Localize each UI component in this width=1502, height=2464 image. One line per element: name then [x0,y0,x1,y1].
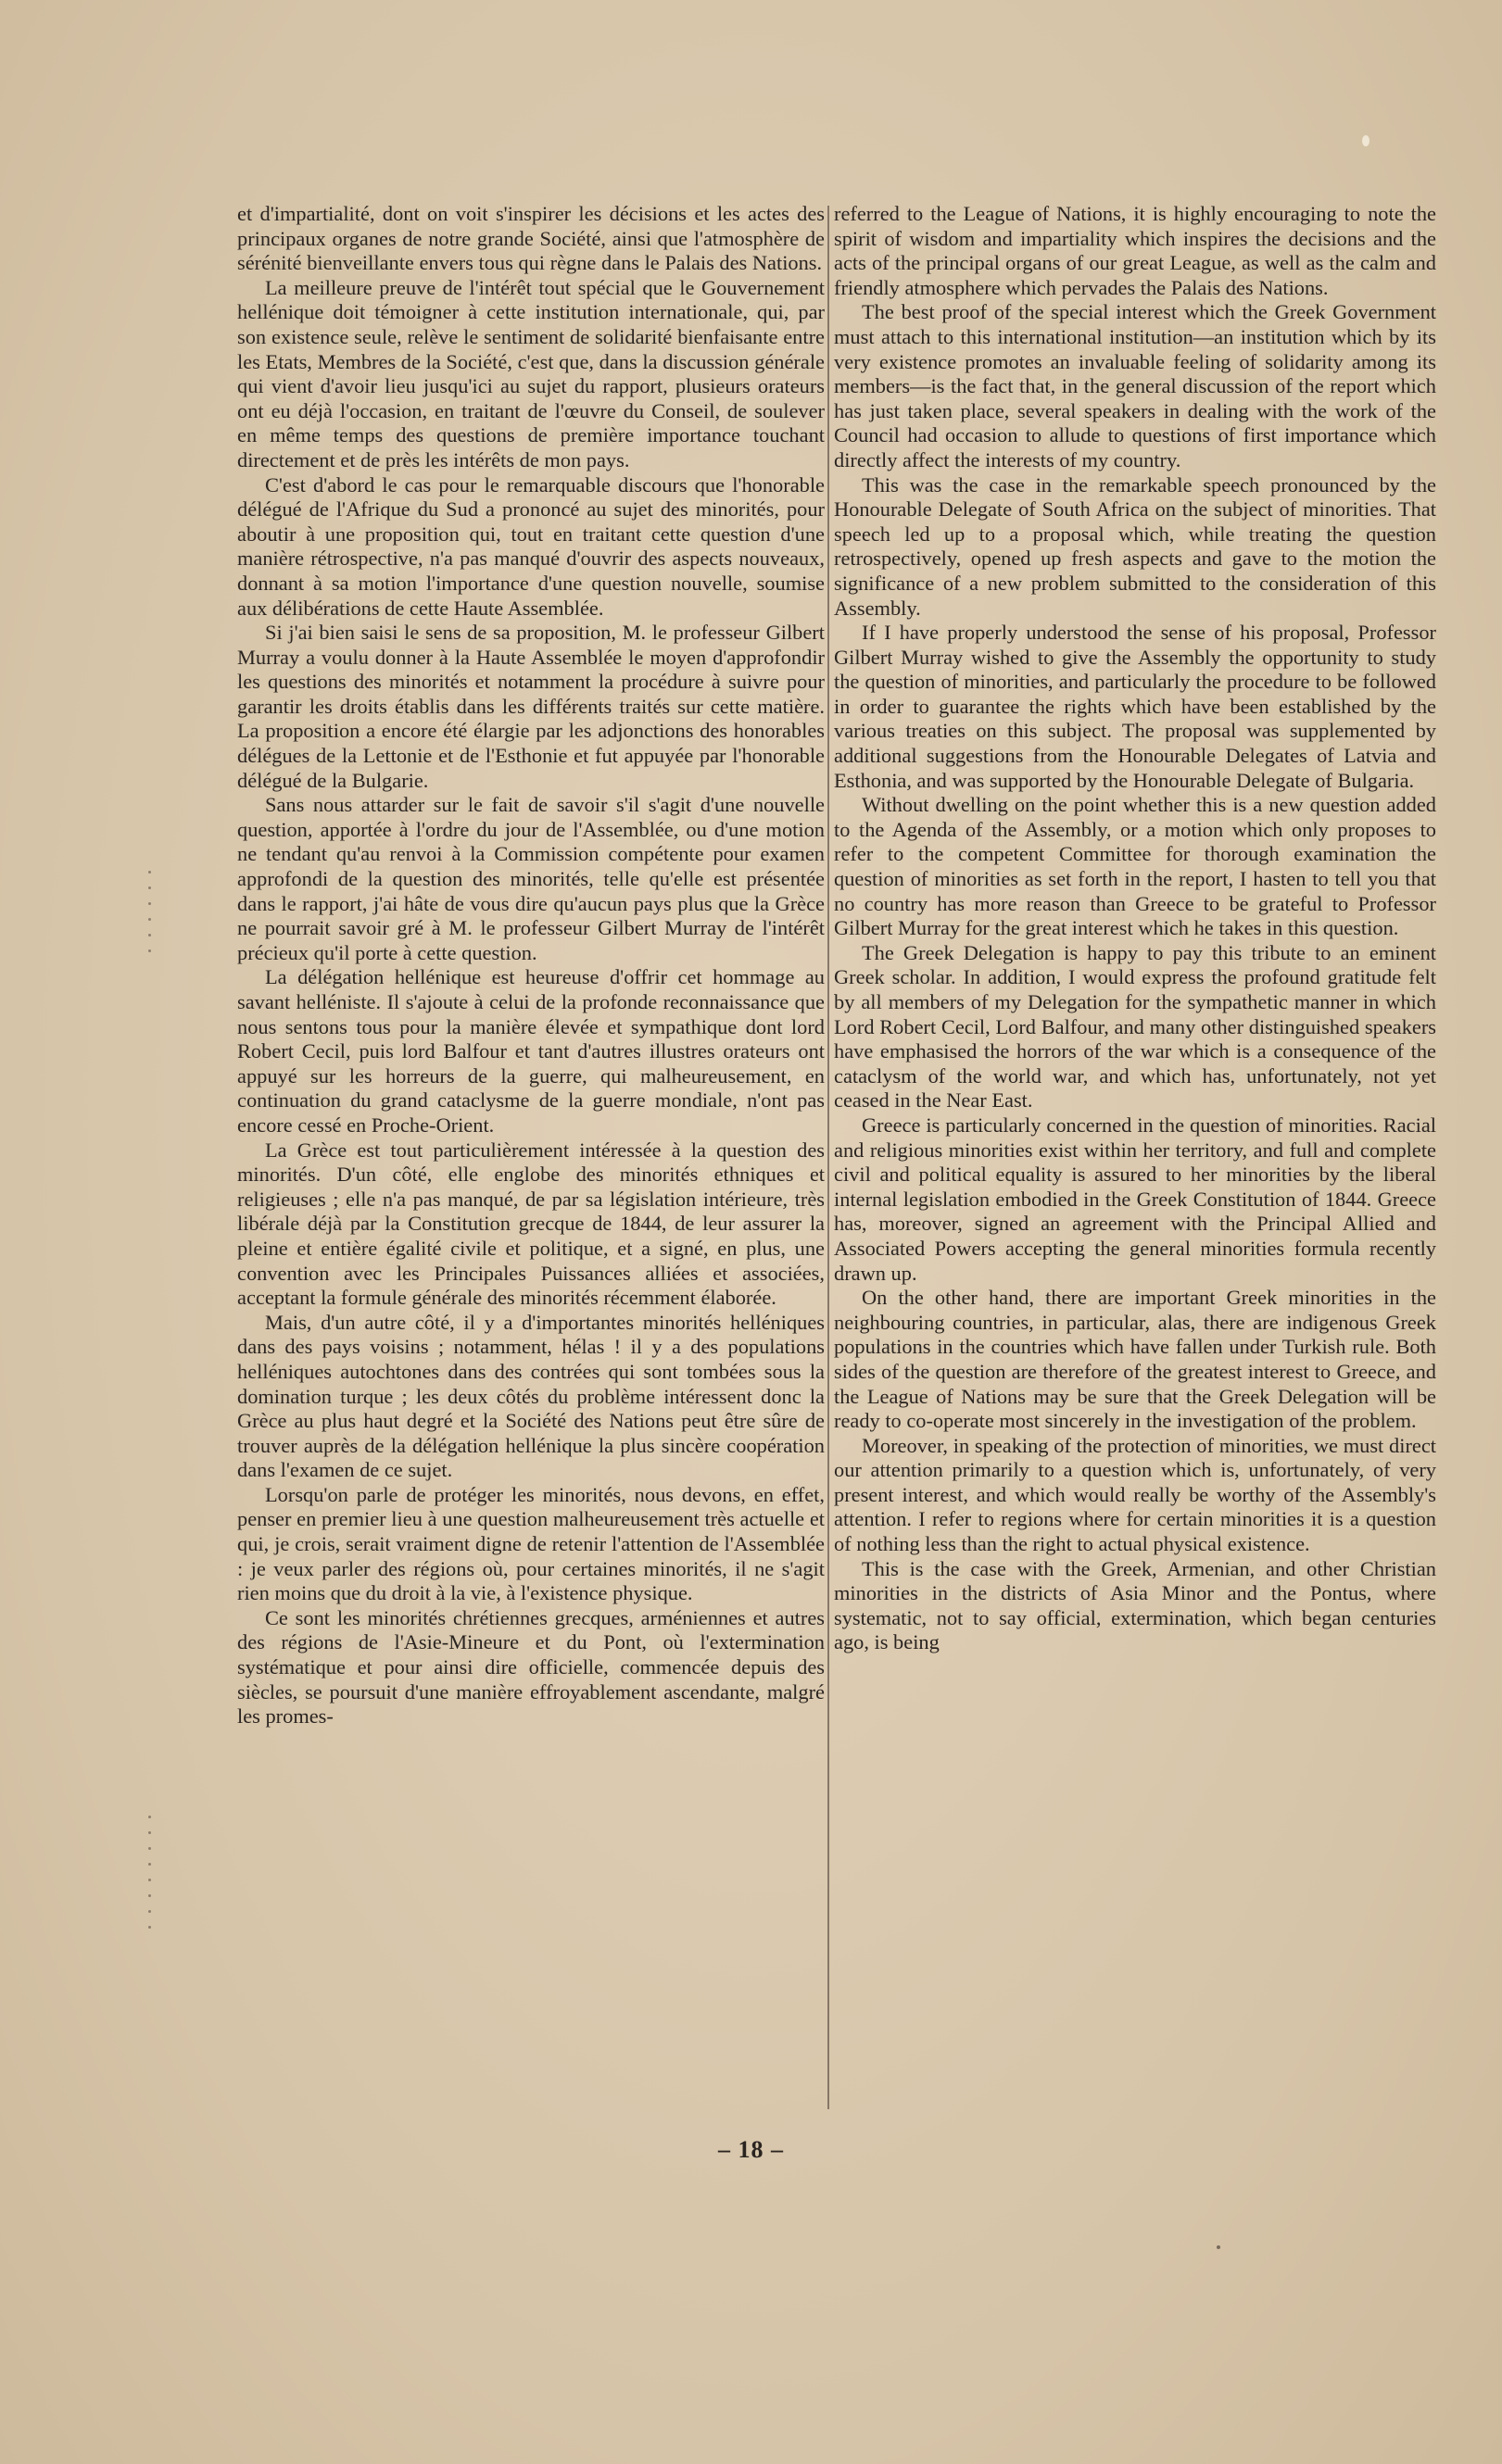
paragraph-fr-1: et d'impartialité, dont on voit s'inspirer les décisions et les actes des principaux organes de notre grande Société, ainsi que l'atmosphère de sérénité bienveillante envers tous qui règne dans le Palais des Nations. [237,202,825,275]
paragraph-en-4: If I have properly understood the sense of his proposal, Professor Gilbert Murray wished to give the Assembly the opportunity to study the question of minorities, and particularly the procedure to be followed in order to guarantee the rights which have been established by the various treaties on this subject. The proposal was supplemented by additional suggestions from the Honourable Delegates of Latvia and Esthonia, and was supported by the Honourable Delegate of Bulgaria. [834,621,1436,792]
french-column [237,202,825,1729]
paragraph-fr-8: Mais, d'un autre côté, il y a d'importantes minorités helléniques dans des pays voisins ; notamment, hélas ! il y a des populations helléniques autochtones dans des contrées qui sont tombées sous la domination turque ; les deux côtés du problème intéressent donc la Grèce au plus haut degré et la Société des Nations peut être sûre de trouver auprès de la délégation hellénique la plus sincère coopération dans l'examen de ce sujet. [237,1310,825,1482]
paragraph-en-9: Moreover, in speaking of the protection of minorities, we must direct our attention primarily to a question which is, unfortunately, of very present interest, and which would really be worthy of the Assembly's attention. I refer to regions where for certain minorities it is a question of nothing less than the right to actual physical existence. [834,1433,1436,1556]
paragraph-fr-9: Lorsqu'on parle de protéger les minorités, nous devons, en effet, penser en premier lieu à une question malheureusement très actuelle et qui, je crois, serait vraiment digne de retenir l'attention de l'Assemblée : je veux parler des régions où, pour certaines minorités, il ne s'agit rien moins que du droit à la vie, à l'existence physique. [237,1482,825,1605]
paragraph-en-3: This was the case in the remarkable speech pronounced by the Honourable Delegate of South Africa on the subject of minorities. That speech led up to a proposal which, while treating the question retrospectively, opened up fresh aspects and gave to the motion the significance of a new problem submitted to the consideration of this Assembly. [834,472,1436,620]
english-column [834,202,1436,1655]
paragraph-en-6: The Greek Delegation is happy to pay this tribute to an eminent Greek scholar. In addition, I would express the profound gratitude felt by all members of my Delegation for the sympathetic manner in which Lord Robert Cecil, Lord Balfour, and many other distinguished speakers have emphasised the horrors of the war which is a consequence of the cataclysm of the world war, and which has, unfortunately, not yet ceased in the Near East. [834,940,1436,1113]
paragraph-fr-2: La meilleure preuve de l'intérêt tout spécial que le Gouvernement hellénique doit témoigner à cette institution internationale, qui, par son existence seule, relève le sentiment de solidarité bienfaisante entre les Etats, Membres de la Société, c'est que, dans la discussion générale qui vient d'avoir lieu jusqu'ici au sujet du rapport, plusieurs orateurs ont eu déjà l'occasion, en traitant de l'œuvre du Conseil, de soulever en même temps des questions de première importance touchant directement et de près les intérêts de mon pays. [237,275,825,471]
paragraph-en-1: referred to the League of Nations, it is highly encouraging to note the spirit of wisdom and impartiality which inspires the decisions and the acts of the principal organs of our great League, as well as the calm and friendly atmosphere which pervades the Palais des Nations. [834,202,1436,299]
paragraph-en-8: On the other hand, there are important Greek minorities in the neighbouring countries, in particular, alas, there are indigenous Greek populations in the countries which have fallen under Turkish rule. Both sides of the question are therefore of the greatest interest to Greece, and the League of Nations may be sure that the Greek Delegation will be ready to co-operate most sincerely in the investigation of the problem. [834,1286,1436,1433]
margin-marks [148,871,151,965]
paragraph-fr-4: Si j'ai bien saisi le sens de sa proposition, M. le professeur Gilbert Murray a voulu donner à la Haute Assemblée le moyen d'approfondir les questions des minorités et notamment la procédure à suivre pour garantir les droits établis dans les différents traités sur cette matière. La proposition a encore été élargie par les adjonctions des honorables délégues de la Lettonie et de l'Esthonie et fut appuyée par l'honorable délégué de la Bulgarie. [237,621,825,792]
margin-marks-lower [148,1816,151,1942]
paper-mark [1362,135,1369,146]
paragraph-fr-10: Ce sont les minorités chrétiennes grecques, arméniennes et autres des régions de l'Asie-Mineure et du Pont, où l'extermination systématique et pour ainsi dire officielle, commencée depuis des siècles, se poursuit d'une manière effroyablement ascendante, malgré les promes- [237,1605,825,1729]
paragraph-en-5: Without dwelling on the point whether this is a new question added to the Agenda of the Assembly, or a motion which only proposes to refer to the competent Committee for thorough examination the question of minorities as set forth in the report, I hasten to tell you that no country has more reason than Greece to be grateful to Professor Gilbert Murray for the great interest which he takes in this question. [834,793,1436,940]
column-divider [827,206,829,2109]
paragraph-en-2: The best proof of the special interest which the Greek Government must attach to this international institution—an institution which by its very existence promotes an invaluable feeling of solidarity among its members—is the fact that, in the general discussion of the report which has just taken place, several speakers in dealing with the work of the Council had occasion to allude to questions of first importance which directly affect the interests of my country. [834,300,1436,471]
paragraph-fr-6: La délégation hellénique est heureuse d'offrir cet hommage au savant helléniste. Il s'ajoute à celui de la profonde reconnaissance que nous sentons tous pour la manière élevée et sympathique dont lord Robert Cecil, puis lord Balfour et tant d'autres illustres orateurs ont appuyé sur les horreurs de la guerre, qui malheureusement, en continuation du grand cataclysme de la guerre mondiale, n'ont pas encore cessé en Proche-Orient. [237,965,825,1137]
paragraph-fr-5: Sans nous attarder sur le fait de savoir s'il s'agit d'une nouvelle question, apportée à l'ordre du jour de l'Assemblée, ou d'une motion ne tendant qu'au renvoi à la Commission compétente pour examen approfondi de la question des minorités, telle qu'elle est présentée dans le rapport, j'ai hâte de vous dire qu'aucun pays plus que la Grèce ne pourrait savoir gré à M. le professeur Gilbert Murray de l'intérêt précieux qu'il porte à cette question. [237,793,825,964]
paragraph-en-10: This is the case with the Greek, Armenian, and other Christian minorities in the districts of Asia Minor and the Pontus, where systematic, not to say official, extermination, which began centuries ago, is being [834,1556,1436,1654]
paragraph-en-7: Greece is particularly concerned in the question of minorities. Racial and religious minorities exist within her territory, and full and complete civil and political equality is assured to her minorities by the liberal internal legislation embodied in the Greek Constitution of 1844. Greece has, moreover, signed an agreement with the Principal Allied and Associated Powers accepting the general minorities formula recently drawn up. [834,1113,1436,1285]
paragraph-fr-3: C'est d'abord le cas pour le remarquable discours que l'honorable délégué de l'Afrique du Sud a prononcé au sujet des minorités, pour aboutir à une proposition qui, tout en traitant cette question d'une manière rétrospective, n'a pas manqué d'ouvrir des aspects nouveaux, donnant à sa motion l'importance d'une question nouvelle, soumise aux délibérations de cette Haute Assemblée. [237,472,825,620]
paragraph-fr-7: La Grèce est tout particulièrement intéressée à la question des minorités. D'un côté, elle englobe des minorités ethniques et religieuses ; elle n'a pas manqué, de par sa législation intérieure, très libérale déjà par la Constitution grecque de 1844, de leur assurer la pleine et entière égalité civile et politique, et a signé, en plus, une convention avec les Principales Puissances alliées et associées, acceptant la formule générale des minorités récemment élaborée. [237,1138,825,1310]
paper-speck [1217,2245,1220,2249]
page-number: – 18 – [718,2136,784,2163]
